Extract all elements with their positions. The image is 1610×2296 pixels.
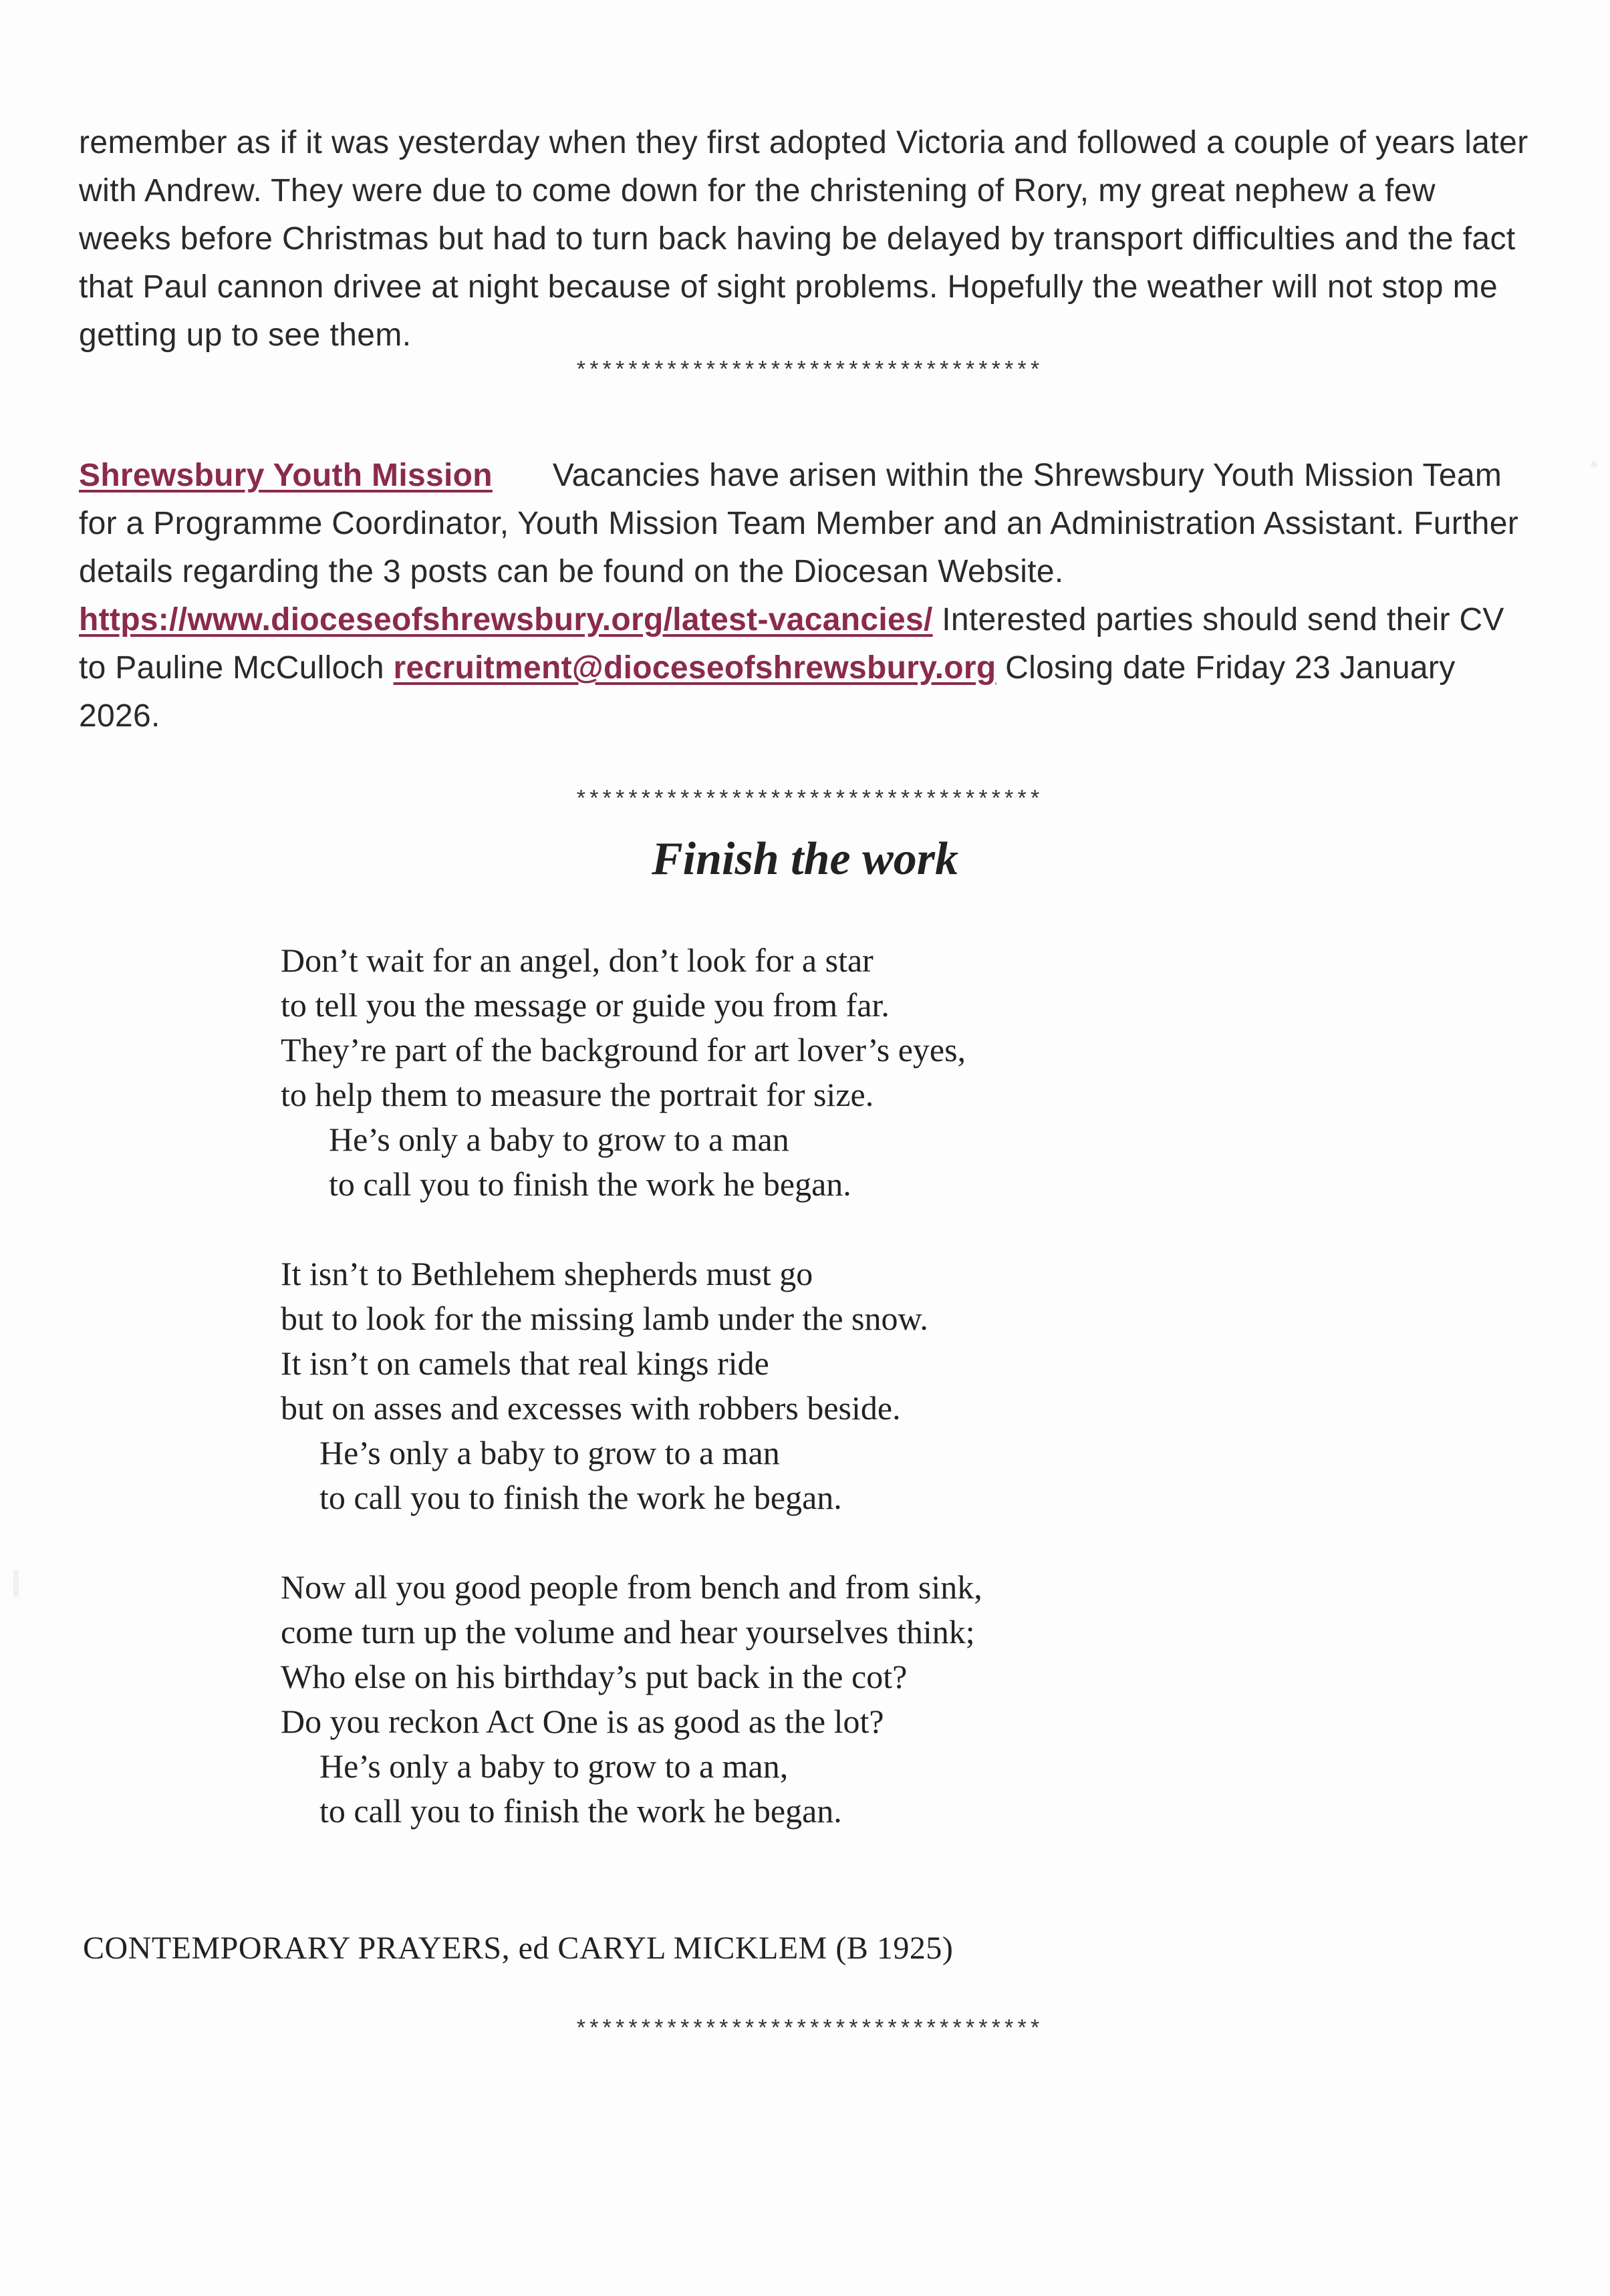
poem-line: Don’t wait for an angel, don’t look for a star — [281, 942, 874, 979]
intro-paragraph: remember as if it was yesterday when they first adopted Victoria and followed a couple of years later with Andrew. They were due to come down for the christening of Rory, my great nephew a few weeks before Christmas but had to turn back having be delayed by transport difficulties and the fact that Paul cannon drivee at night because of sight problems. Hopefully the weather will not stop me getting up to see them. — [79, 125, 1528, 353]
poem-line: Now all you good people from bench and from sink, — [281, 1568, 982, 1606]
poem-refrain-line: He’s only a baby to grow to a man — [329, 1121, 789, 1158]
youth-mission-text-3: Closing date Friday 23 January 2026. — [79, 650, 1456, 734]
poem-line: They’re part of the background for art lover’s eyes, — [281, 1031, 966, 1068]
poem-line: but to look for the missing lamb under the snow. — [281, 1300, 928, 1337]
poem-refrain-line: to call you to finish the work he began. — [329, 1165, 851, 1203]
poem-body — [281, 938, 1484, 1878]
recruitment-email-link[interactable]: recruitment@dioceseofshrewsbury.org — [393, 650, 996, 686]
poem-refrain-line: to call you to finish the work he began. — [319, 1479, 842, 1516]
scan-speck — [1591, 461, 1597, 468]
poem-stanza-1 — [281, 938, 1484, 1207]
youth-mission-title: Shrewsbury Youth Mission — [79, 458, 493, 493]
poem-line: Do you reckon Act One is as good as the lot? — [281, 1703, 884, 1740]
poem-line: to tell you the message or guide you from far. — [281, 986, 890, 1024]
poem-line: It isn’t on camels that real kings ride — [281, 1344, 769, 1382]
separator-3: ************************************ — [574, 2018, 1041, 2043]
poem-title: Finish the work — [651, 833, 959, 885]
youth-mission-text-2: Interested parties should send their CV to Pauline McCulloch — [79, 602, 1504, 686]
poem-refrain-line: He’s only a baby to grow to a man, — [319, 1747, 789, 1785]
poem-line: Who else on his birthday’s put back in the cot? — [281, 1658, 908, 1695]
poem-line: to help them to measure the portrait for size. — [281, 1076, 874, 1113]
vacancies-link[interactable]: https://www.dioceseofshrewsbury.org/latest-vacancies/ — [79, 602, 933, 637]
poem-stanza-2 — [281, 1252, 1484, 1520]
poem-line: come turn up the volume and hear yourselves think; — [281, 1613, 975, 1651]
separator-2: ************************************ — [574, 788, 1041, 814]
poem-line: but on asses and excesses with robbers beside. — [281, 1389, 901, 1427]
poem-refrain-line: He’s only a baby to grow to a man — [319, 1434, 780, 1471]
scan-speck — [13, 1570, 19, 1597]
youth-mission-paragraph — [79, 452, 1536, 740]
poem-attribution: CONTEMPORARY PRAYERS, ed CARYL MICKLEM (B 1925) — [83, 1930, 954, 1966]
poem-stanza-3 — [281, 1565, 1484, 1834]
youth-mission-text-1: Vacancies have arisen within the Shrewsbury Youth Mission Team for a Programme Coordinator, Youth Mission Team Member and an Administration Assistant. Further details regarding the 3 posts can be found on the Diocesan Website. — [79, 458, 1518, 589]
poem-line: It isn’t to Bethlehem shepherds must go — [281, 1255, 813, 1292]
poem-refrain-line: to call you to finish the work he began. — [319, 1792, 842, 1830]
separator-1: ************************************ — [574, 360, 1041, 385]
